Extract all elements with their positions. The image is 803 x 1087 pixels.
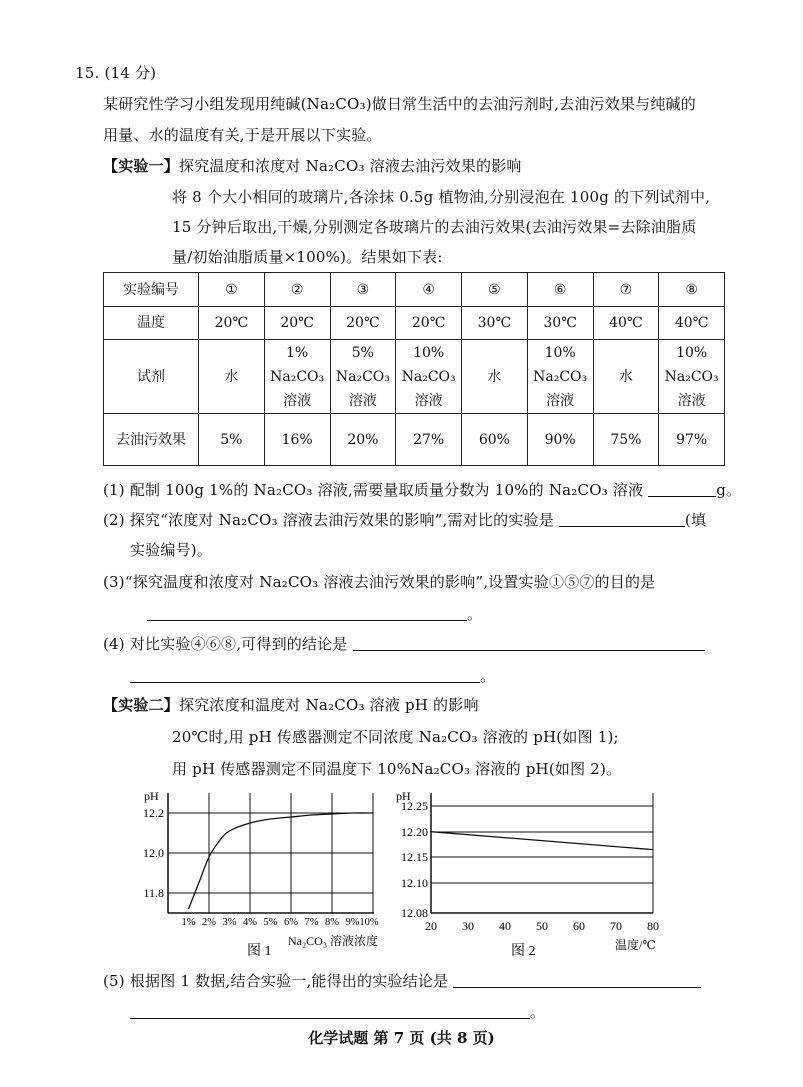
exp-id: ⑧ <box>659 273 725 307</box>
q2-line-2: 实验编号)。 <box>130 541 213 559</box>
exp-id: ② <box>264 273 330 307</box>
fig1-y-label: pH <box>144 789 159 803</box>
temp-cell: 30℃ <box>527 307 593 340</box>
question-header <box>75 62 156 83</box>
fig1-series-line <box>189 813 374 909</box>
exp-id: ⑦ <box>593 273 659 307</box>
page-footer: 化学试题 第 7 页 (共 8 页) <box>308 1029 495 1047</box>
q4-answer-blank-2[interactable] <box>130 667 480 683</box>
exp2-title: 探究浓度和温度对 Na₂CO₃ 溶液 pH 的影响 <box>179 696 479 714</box>
exp1-desc-2: 15 分钟后取出,干燥,分别测定各玻璃片的去油污效果(去油污效果=去除油脂质 <box>172 218 697 236</box>
effect-cell: 5% <box>199 414 265 466</box>
fig1-y-tick-label: 11.8 <box>143 886 164 900</box>
effect-cell: 20% <box>330 414 396 466</box>
question-score: (14 分) <box>104 64 157 82</box>
q5: (5) 根据图 1 数据,结合实验一,能得出的实验结论是 <box>103 970 701 991</box>
exp1-heading <box>103 155 522 176</box>
figure-2-chart <box>393 785 683 960</box>
fig2-x-tick-label: 80 <box>647 919 659 933</box>
fig2-y-tick-label: 12.20 <box>401 825 428 839</box>
effect-cell: 75% <box>593 414 659 466</box>
fig1-x-tick-label: 7% <box>304 917 319 928</box>
q4: (4) 对比实验④⑥⑧,可得到的结论是 <box>103 633 705 654</box>
fig1-x-tick-label: 1% <box>181 917 196 928</box>
intro-line-1: 某研究性学习小组发现用纯碱(Na₂CO₃)做日常生活中的去油污剂时,去油污效果与纯碱的 <box>103 95 696 113</box>
reagent-cell: 水 <box>462 340 528 414</box>
fig1-x-label: Na₂CO₃ 溶液浓度 <box>288 934 379 948</box>
reagent-cell: 1% Na₂CO₃ 溶液 <box>264 340 330 414</box>
exp2-tag: 【实验二】 <box>103 696 180 714</box>
fig2-y-label: pH <box>396 789 411 803</box>
fig2-series-line <box>431 832 653 850</box>
fig2-caption: 图 2 <box>511 944 536 959</box>
fig1-y-tick-label: 12.0 <box>143 846 164 860</box>
q3-answer-blank[interactable] <box>147 605 467 621</box>
results-table <box>103 272 725 466</box>
exp-id: ⑥ <box>527 273 593 307</box>
fig2-x-tick-label: 20 <box>425 919 437 933</box>
effect-cell: 27% <box>396 414 462 466</box>
q1: (1) 配制 100g 1%的 Na₂CO₃ 溶液,需要量取质量分数为 10%的 Na₂CO₃ 溶液 g。 <box>103 481 742 499</box>
exp1-desc-1: 将 8 个大小相同的玻璃片,各涂抹 0.5g 植物油,分别浸泡在 100g 的下列试剂中, <box>172 188 711 206</box>
reagent-cell: 10% Na₂CO₃ 溶液 <box>396 340 462 414</box>
effect-cell: 60% <box>462 414 528 466</box>
temp-cell: 20℃ <box>264 307 330 340</box>
fig2-x-tick-label: 30 <box>462 919 474 933</box>
temp-cell: 40℃ <box>593 307 659 340</box>
temp-cell: 20℃ <box>396 307 462 340</box>
row-label: 实验编号 <box>104 273 199 307</box>
fig1-x-tick-label: 6% <box>284 917 298 928</box>
exp1-desc-3: 量/初始油脂质量×100%)。结果如下表: <box>172 248 443 266</box>
row-reagent <box>104 340 725 414</box>
temp-cell: 40℃ <box>659 307 725 340</box>
reagent-cell: 5% Na₂CO₃ 溶液 <box>330 340 396 414</box>
q4-answer-blank[interactable] <box>353 635 705 651</box>
question-number: 15. <box>75 64 100 82</box>
fig2-y-tick-label: 12.25 <box>401 799 428 813</box>
effect-cell: 16% <box>264 414 330 466</box>
temp-cell: 30℃ <box>462 307 528 340</box>
effect-cell: 97% <box>659 414 725 466</box>
row-label: 试剂 <box>104 340 199 414</box>
fig1-caption: 图 1 <box>247 944 272 959</box>
temp-cell: 20℃ <box>330 307 396 340</box>
exp-id: ④ <box>396 273 462 307</box>
fig2-y-tick-label: 12.15 <box>401 850 428 864</box>
fig2-x-tick-label: 50 <box>536 919 548 933</box>
q5-answer-blank[interactable] <box>453 972 701 988</box>
fig1-x-tick-label: 3% <box>222 917 237 928</box>
q5-answer-line-2: 。 <box>130 1001 545 1022</box>
fig1-x-tick-label: 5% <box>263 917 278 928</box>
fig2-x-tick-label: 40 <box>499 919 511 933</box>
exp2-line-1: 20℃时,用 pH 传感器测定不同浓度 Na₂CO₃ 溶液的 pH(如图 1); <box>172 728 619 746</box>
figure-1-chart <box>140 785 390 960</box>
fig1-x-tick-label: 4% <box>243 917 257 928</box>
reagent-cell: 水 <box>199 340 265 414</box>
fig1-x-tick-label: 8% <box>325 917 339 928</box>
reagent-cell: 10% Na₂CO₃ 溶液 <box>527 340 593 414</box>
fig1-x-tick-label: 2% <box>202 917 216 928</box>
exp-id: ③ <box>330 273 396 307</box>
q5-answer-blank-2[interactable] <box>130 1003 530 1019</box>
fig2-x-tick-label: 60 <box>573 919 585 933</box>
fig2-y-tick-label: 12.08 <box>401 906 428 920</box>
row-temp <box>104 307 725 340</box>
fig1-x-tick-label: 9% <box>345 917 360 928</box>
row-label: 去油污效果 <box>104 414 199 466</box>
exp-id: ⑤ <box>462 273 528 307</box>
exp2-line-2: 用 pH 传感器测定不同温度下 10%Na₂CO₃ 溶液的 pH(如图 2)。 <box>172 760 622 778</box>
row-label: 温度 <box>104 307 199 340</box>
exp1-tag: 【实验一】 <box>103 157 180 175</box>
reagent-cell: 10% Na₂CO₃ 溶液 <box>659 340 725 414</box>
q4-answer-line-2: 。 <box>130 665 495 686</box>
fig2-x-tick-label: 70 <box>610 919 622 933</box>
exp-id: ① <box>199 273 265 307</box>
fig1-y-tick-label: 12.2 <box>143 806 164 820</box>
q2: (2) 探究“浓度对 Na₂CO₃ 溶液去油污效果的影响”,需对比的实验是 (填 <box>103 511 707 529</box>
fig2-y-tick-label: 12.10 <box>401 876 428 890</box>
row-id <box>104 273 725 307</box>
q2-answer-blank[interactable] <box>559 511 685 527</box>
temp-cell: 20℃ <box>199 307 265 340</box>
effect-cell: 90% <box>527 414 593 466</box>
fig1-x-tick-label: 10% <box>359 917 379 928</box>
exp1-title: 探究温度和浓度对 Na₂CO₃ 溶液去油污效果的影响 <box>179 157 522 175</box>
q1-answer-blank[interactable] <box>648 481 716 497</box>
exp2-heading <box>103 694 479 715</box>
reagent-cell: 水 <box>593 340 659 414</box>
q3-answer-line: 。 <box>147 603 482 624</box>
intro-line-2: 用量、水的温度有关,于是开展以下实验。 <box>103 126 382 144</box>
fig2-x-label: 温度/℃ <box>615 938 656 952</box>
row-effect <box>104 414 725 466</box>
q3: (3)“探究温度和浓度对 Na₂CO₃ 溶液去油污效果的影响”,设置实验①⑤⑦的目的是 <box>103 573 656 591</box>
